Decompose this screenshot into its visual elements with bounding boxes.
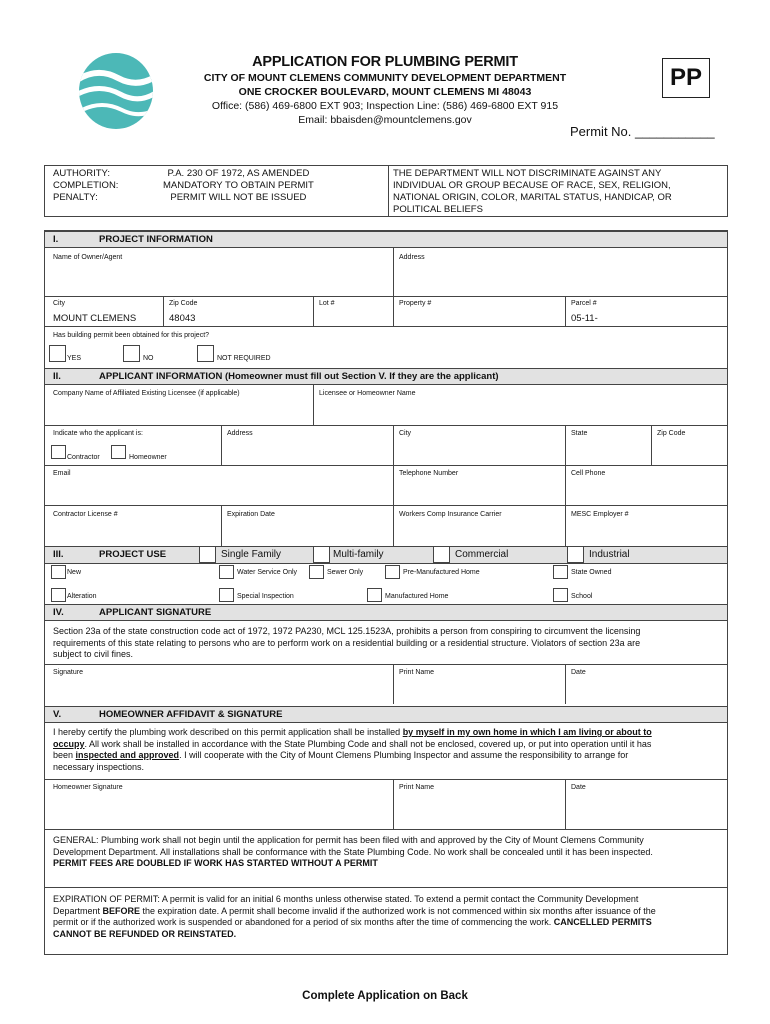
- single-family-checkbox[interactable]: [199, 546, 216, 563]
- section-3-header: III. PROJECT USE: [45, 546, 727, 564]
- contractor-label: Contractor: [67, 454, 100, 461]
- section-title: APPLICANT INFORMATION (Homeowner must fill out Section V. If they are the applicant): [99, 371, 499, 382]
- nondiscrimination-line: POLITICAL BELIEFS: [393, 204, 483, 215]
- city-label: City: [53, 300, 66, 307]
- cell-phone-label: Cell Phone: [571, 470, 606, 477]
- contractor-license-label: Contractor License #: [53, 511, 118, 518]
- permit-number-field[interactable]: Permit No. ___________: [570, 124, 715, 139]
- water-service-label: Water Service Only: [237, 569, 298, 576]
- property-label: Property #: [399, 300, 432, 307]
- section-4-header: IV. APPLICANT SIGNATURE: [45, 604, 727, 621]
- homeowner-signature-label: Homeowner Signature: [53, 784, 123, 791]
- nondiscrimination-line: THE DEPARTMENT WILL NOT DISCRIMINATE AGAINST ANY: [393, 168, 662, 179]
- yes-label: YES: [67, 355, 82, 362]
- address-label: Address: [399, 254, 425, 261]
- penalty-value: PERMIT WILL NOT BE ISSUED: [170, 192, 307, 203]
- general-notice: GENERAL: Plumbing work shall not begin until the application for permit has been filed with and approved by the City of Mount Clemens Community Development Department. All installations shall be conformance with the State Plumbing Code. No work shall be concealed until it has been inspected. PERMIT FEES ARE DOUBLED IF WORK HAS STARTED WITHOUT A PERMIT: [53, 835, 653, 869]
- applicant-zip-label: Zip Code: [657, 430, 686, 437]
- multi-family-label: Multi-family: [333, 549, 384, 560]
- industrial-checkbox[interactable]: [567, 546, 584, 563]
- multi-family-checkbox[interactable]: [313, 546, 330, 563]
- mesc-employer-label: MESC Employer #: [571, 511, 629, 518]
- owner-label: Name of Owner/Agent: [53, 254, 123, 261]
- commercial-checkbox[interactable]: [433, 546, 450, 563]
- expiration-date-label: Expiration Date: [227, 511, 275, 518]
- permit-form: [44, 230, 728, 955]
- water-service-checkbox[interactable]: [219, 565, 234, 579]
- office-email: Email: bbaisden@mountclemens.gov: [298, 114, 472, 126]
- print-name-label: Print Name: [399, 669, 435, 676]
- department-address: ONE CROCKER BOULEVARD, MOUNT CLEMENS MI 48043: [238, 86, 532, 98]
- homeowner-label: Homeowner: [129, 454, 167, 461]
- penalty-label: PENALTY:: [53, 192, 98, 203]
- section-5-header: V. HOMEOWNER AFFIDAVIT & SIGNATURE: [45, 706, 727, 723]
- not-required-label: NOT REQUIRED: [217, 355, 271, 362]
- contractor-checkbox[interactable]: [51, 445, 66, 459]
- section-2-header: II. APPLICANT INFORMATION (Homeowner must fill out Section V. If they are the applicant): [45, 368, 727, 385]
- applicant-type-label: Indicate who the applicant is:: [53, 430, 143, 437]
- licensee-label: Licensee or Homeowner Name: [319, 390, 416, 397]
- completion-value: MANDATORY TO OBTAIN PERMIT: [163, 180, 314, 191]
- section-1-header: I. PROJECT INFORMATION: [45, 231, 727, 248]
- pre-manufactured-label: Pre-Manufactured Home: [403, 569, 480, 576]
- yes-checkbox[interactable]: [49, 345, 66, 362]
- special-inspection-checkbox[interactable]: [219, 588, 234, 602]
- telephone-label: Telephone Number: [399, 470, 459, 477]
- commercial-label: Commercial: [455, 549, 509, 560]
- section-title: APPLICANT SIGNATURE: [99, 607, 212, 618]
- new-label: New: [67, 569, 82, 576]
- special-inspection-label: Special Inspection: [237, 593, 294, 600]
- homeowner-date-label: Date: [571, 784, 586, 791]
- parcel-value[interactable]: 05-11-: [571, 313, 598, 324]
- completion-label: COMPLETION:: [53, 180, 119, 191]
- homeowner-print-name-label: Print Name: [399, 784, 435, 791]
- section-title: PROJECT INFORMATION: [99, 234, 213, 245]
- state-owned-label: State Owned: [571, 569, 612, 576]
- section-23a-text: Section 23a of the state construction code act of 1972, 1972 PA230, MCL 125.1523A, prohibits a person from conspiring to circumvent the licensing requirements of this state relating to persons who are to perform work on a residential building or a residential structure. Violators of section 23a are subject to civil fines.: [53, 626, 641, 660]
- authority-box: [44, 165, 728, 217]
- expiration-notice: EXPIRATION OF PERMIT: A permit is valid for an initial 6 months unless otherwise stated. To extend a permit contact the Community Development Department BEFORE the expiration date. A permit shall become invalid if the authorized work is not commenced within six months after issuance of the permit or if the authorized work is suspended or abandoned for a period of six months after the time of commencing the work. CANCELLED PERMITS CANNOT BE REFUNDED OR REINSTATED.: [53, 894, 656, 939]
- footer-note: Complete Application on Back: [302, 990, 468, 1002]
- authority-value: P.A. 230 OF 1972, AS AMENDED: [167, 168, 310, 179]
- section-title: HOMEOWNER AFFIDAVIT & SIGNATURE: [99, 709, 283, 720]
- workers-comp-label: Workers Comp Insurance Carrier: [399, 511, 502, 518]
- lot-label: Lot #: [319, 300, 335, 307]
- section-title: PROJECT USE: [99, 549, 167, 560]
- school-label: School: [571, 593, 593, 600]
- single-family-label: Single Family: [221, 549, 282, 560]
- permit-obtained-question: Has building permit been obtained for this project?: [53, 332, 210, 339]
- no-label: NO: [143, 355, 154, 362]
- nondiscrimination-line: NATIONAL ORIGIN, COLOR, MARITAL STATUS, HANDICAP, OR: [393, 192, 672, 203]
- affidavit-text: I hereby certify the plumbing work described on this permit application shall be installed by myself in my own home in which I am living or about to occupy. All work shall be installed in accordance with the State Plumbing Code and shall not be enclosed, covered up, or put into operation until it has been inspected and approved. I will cooperate with the City of Mount Clemens Plumbing Inspector and assume the responsibility to arrange for necessary inspections.: [53, 727, 652, 772]
- alteration-label: Alteration: [67, 593, 97, 600]
- sewer-only-label: Sewer Only: [327, 569, 364, 576]
- city-value[interactable]: MOUNT CLEMENS: [53, 313, 137, 324]
- parcel-label: Parcel #: [571, 300, 597, 307]
- sewer-only-checkbox[interactable]: [309, 565, 324, 579]
- school-checkbox[interactable]: [553, 588, 568, 602]
- form-title: APPLICATION FOR PLUMBING PERMIT: [252, 54, 518, 70]
- not-required-checkbox[interactable]: [197, 345, 214, 362]
- signature-label: Signature: [53, 669, 83, 676]
- department-name: CITY OF MOUNT CLEMENS COMMUNITY DEVELOPMENT DEPARTMENT: [203, 72, 567, 84]
- applicant-state-label: State: [571, 430, 588, 437]
- manufactured-home-checkbox[interactable]: [367, 588, 382, 602]
- homeowner-checkbox[interactable]: [111, 445, 126, 459]
- form-code-badge: PP: [662, 58, 710, 98]
- applicant-city-label: City: [399, 430, 412, 437]
- no-checkbox[interactable]: [123, 345, 140, 362]
- zip-label: Zip Code: [169, 300, 198, 307]
- zip-value[interactable]: 48043: [169, 313, 196, 324]
- industrial-label: Industrial: [589, 549, 630, 560]
- company-label: Company Name of Affiliated Existing Licensee (if applicable): [53, 390, 240, 397]
- manufactured-home-label: Manufactured Home: [385, 593, 449, 600]
- office-phone: Office: (586) 469-6800 EXT 903; Inspection Line: (586) 469-6800 EXT 915: [211, 100, 559, 112]
- email-label: Email: [53, 470, 71, 477]
- applicant-address-label: Address: [227, 430, 253, 437]
- pre-manufactured-checkbox[interactable]: [385, 565, 400, 579]
- new-checkbox[interactable]: [51, 565, 66, 579]
- authority-label: AUTHORITY:: [53, 168, 111, 179]
- alteration-checkbox[interactable]: [51, 588, 66, 602]
- date-label: Date: [571, 669, 586, 676]
- nondiscrimination-line: INDIVIDUAL OR GROUP BECAUSE OF RACE, SEX, RELIGION,: [393, 180, 671, 191]
- state-owned-checkbox[interactable]: [553, 565, 568, 579]
